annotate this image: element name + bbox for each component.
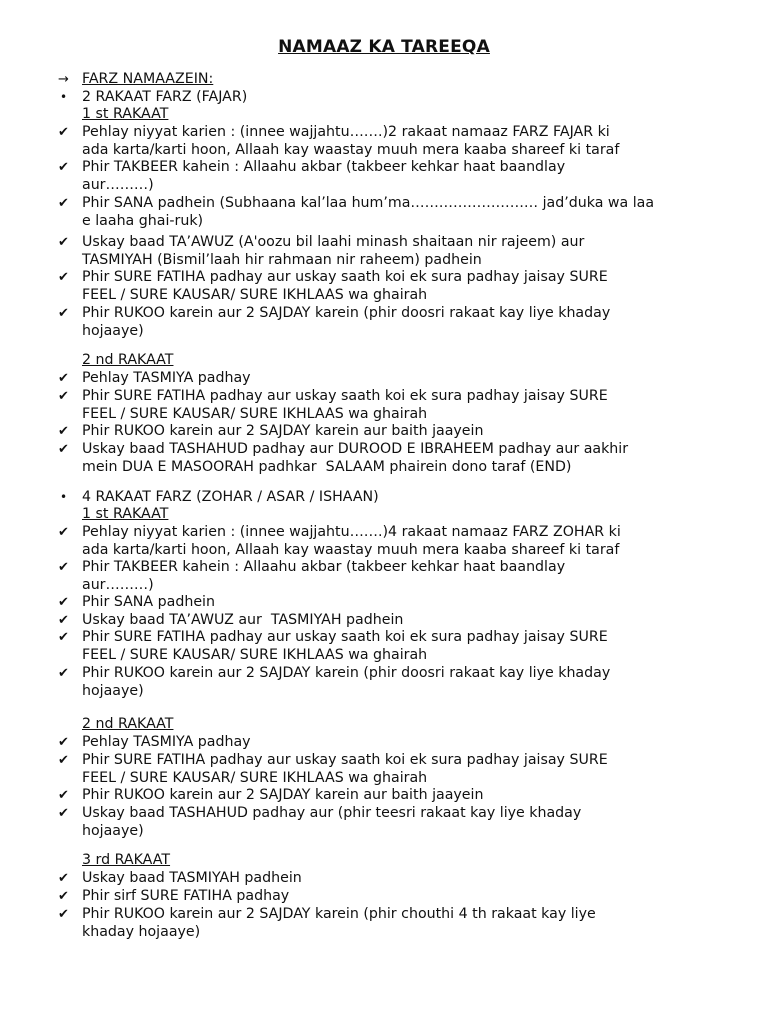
line-text: Pehlay TASMIYA padhay (82, 734, 251, 750)
line-text: Phir sirf SURE FATIHA padhay (82, 888, 290, 904)
document-line (58, 559, 768, 594)
line-text: Phir TAKBEER kahein : Allaahu akbar (takbeer kehkar haat baandlay aur………) (82, 159, 566, 193)
document-line (58, 195, 768, 230)
line-text: Phir SURE FATIHA padhay aur uskay saath koi ek sura padhay jaisay SURE FEEL / SURE KAUSAR/ SURE IKHLAAS wa ghairah (82, 269, 608, 303)
check-icon: ✔ (58, 525, 69, 540)
document-line (58, 269, 768, 304)
line-text: Phir SANA padhein (Subhaana kal’laa hum’ma……………………… jad’duka wa laa e laaha ghai-ruk) (82, 195, 655, 229)
section-heading: 1 st RAKAAT (82, 506, 169, 522)
document-line (58, 852, 768, 870)
line-text: Phir RUKOO karein aur 2 SAJDAY karein (phir doosri rakaat kay liye khaday hojaaye) (82, 305, 611, 339)
line-text: 4 RAKAAT FARZ (ZOHAR / ASAR / ISHAAN) (82, 489, 379, 505)
document-line (58, 106, 768, 124)
check-icon: ✔ (58, 235, 69, 250)
line-text: Pehlay niyyat karien : (innee wajjahtu…….)4 rakaat namaaz FARZ ZOHAR ki ada karta/karti hoon, Allaah kay waastay muuh mera kaaba shareef ki taraf (82, 524, 621, 558)
line-text: Phir SURE FATIHA padhay aur uskay saath koi ek sura padhay jaisay SURE FEEL / SURE KAUSAR/ SURE IKHLAAS wa ghairah (82, 388, 608, 422)
document-line (58, 159, 768, 194)
document-line (58, 594, 768, 612)
line-text: Uskay baad TASMIYAH padhein (82, 870, 302, 886)
document-line (58, 388, 768, 423)
document-line (58, 352, 768, 370)
bullet-icon: • (60, 90, 68, 104)
document-line (58, 787, 768, 805)
document-line (58, 89, 768, 107)
section-heading: 2 nd RAKAAT (82, 352, 174, 368)
check-icon: ✔ (58, 160, 69, 175)
document-line (58, 441, 768, 476)
document-line (58, 524, 768, 559)
line-text: Uskay baad TASHAHUD padhay aur DUROOD E IBRAHEEM padhay aur aakhir mein DUA E MASOORAH padhkar SALAAM phairein dono taraf (END) (82, 441, 629, 475)
document-line (58, 752, 768, 787)
check-icon: ✔ (58, 389, 69, 404)
check-icon: ✔ (58, 270, 69, 285)
section-heading: 2 nd RAKAAT (82, 716, 174, 732)
line-text: Phir SANA padhein (82, 594, 215, 610)
document-title: NAMAAZ KA TAREEQA (278, 37, 490, 57)
check-icon: ✔ (58, 595, 69, 610)
check-icon: ✔ (58, 371, 69, 386)
document-line (58, 71, 768, 89)
line-text: Uskay baad TA’AWUZ aur TASMIYAH padhein (82, 612, 404, 628)
check-icon: ✔ (58, 871, 69, 886)
document-line (58, 370, 768, 388)
bullet-icon: • (60, 490, 68, 504)
check-icon: ✔ (58, 196, 69, 211)
line-text: Phir RUKOO karein aur 2 SAJDAY karein aur baith jaayein (82, 423, 484, 439)
document-line (58, 805, 768, 840)
line-text: Phir RUKOO karein aur 2 SAJDAY karein (phir chouthi 4 th rakaat kay liye khaday hojaaye) (82, 906, 596, 940)
check-icon: ✔ (58, 735, 69, 750)
document-line (58, 423, 768, 441)
check-icon: ✔ (58, 442, 69, 457)
check-icon: ✔ (58, 424, 69, 439)
document-line (58, 124, 768, 159)
check-icon: ✔ (58, 666, 69, 681)
document-line (58, 870, 768, 888)
check-icon: ✔ (58, 889, 69, 904)
line-text: 2 RAKAAT FARZ (FAJAR) (82, 89, 248, 105)
arrow-right-icon: → (58, 72, 69, 87)
line-text: Uskay baad TASHAHUD padhay aur (phir teesri rakaat kay liye khaday hojaaye) (82, 805, 582, 839)
line-text: Phir SURE FATIHA padhay aur uskay saath koi ek sura padhay jaisay SURE FEEL / SURE KAUSAR/ SURE IKHLAAS wa ghairah (82, 752, 608, 786)
line-text: Phir RUKOO karein aur 2 SAJDAY karein (phir doosri rakaat kay liye khaday hojaaye) (82, 665, 611, 699)
document-line (58, 489, 768, 507)
section-heading: 3 rd RAKAAT (82, 852, 171, 868)
line-text: Uskay baad TA’AWUZ (A'oozu bil laahi minash shaitaan nir rajeem) aur TASMIYAH (Bismil’laah hir rahmaan nir raheem) padhein (82, 234, 585, 268)
document-line (58, 305, 768, 340)
check-icon: ✔ (58, 907, 69, 922)
section-heading: FARZ NAMAAZEIN: (82, 71, 214, 87)
document-line (58, 734, 768, 752)
check-icon: ✔ (58, 560, 69, 575)
check-icon: ✔ (58, 125, 69, 140)
line-text: Phir TAKBEER kahein : Allaahu akbar (takbeer kehkar haat baandlay aur………) (82, 559, 566, 593)
document-line (58, 612, 768, 630)
line-text: Pehlay TASMIYA padhay (82, 370, 251, 386)
check-icon: ✔ (58, 306, 69, 321)
section-heading: 1 st RAKAAT (82, 106, 169, 122)
document-line (58, 665, 768, 700)
document-line (58, 506, 768, 524)
check-icon: ✔ (58, 630, 69, 645)
document-line (58, 629, 768, 664)
line-text: Pehlay niyyat karien : (innee wajjahtu…….)2 rakaat namaaz FARZ FAJAR ki ada karta/karti hoon, Allaah kay waastay muuh mera kaaba shareef ki taraf (82, 124, 620, 158)
line-text: Phir SURE FATIHA padhay aur uskay saath koi ek sura padhay jaisay SURE FEEL / SURE KAUSAR/ SURE IKHLAAS wa ghairah (82, 629, 608, 663)
line-text: Phir RUKOO karein aur 2 SAJDAY karein aur baith jaayein (82, 787, 484, 803)
document-line (58, 234, 768, 269)
check-icon: ✔ (58, 788, 69, 803)
check-icon: ✔ (58, 753, 69, 768)
document-line (58, 888, 768, 906)
document-line (58, 906, 768, 941)
document-line (58, 716, 768, 734)
check-icon: ✔ (58, 613, 69, 628)
check-icon: ✔ (58, 806, 69, 821)
